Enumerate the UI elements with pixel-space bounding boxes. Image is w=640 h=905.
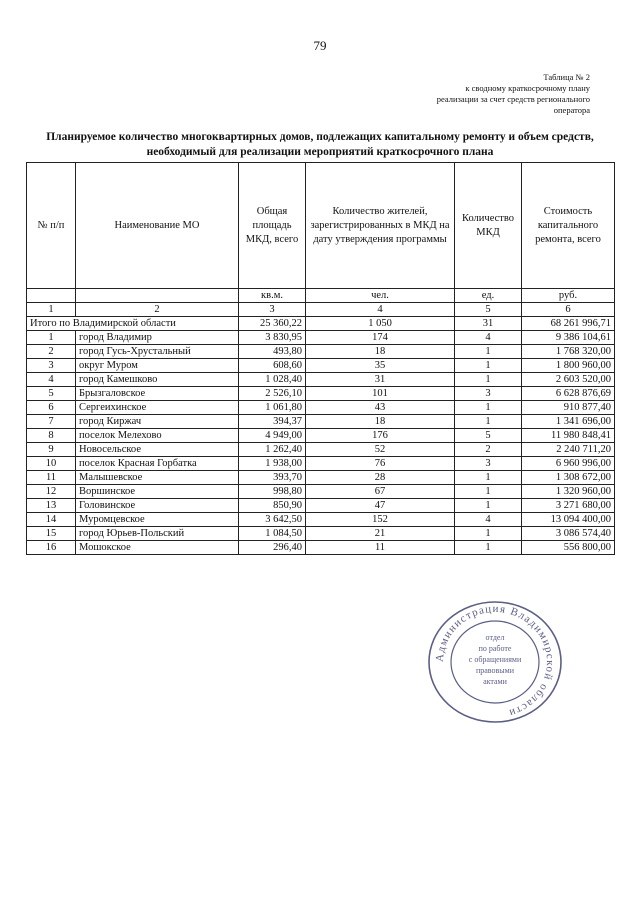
total-cost: 68 261 996,71: [522, 317, 615, 331]
total-row: [27, 317, 615, 331]
row-cost: 1 800 960,00: [522, 359, 615, 373]
row-mkd: 3: [455, 457, 522, 471]
row-mkd: 5: [455, 429, 522, 443]
row-num: 13: [27, 499, 76, 513]
row-num: 5: [27, 387, 76, 401]
stamp-center-line: по работе: [478, 644, 512, 653]
document-title-line: необходимый для реализации мероприятий краткосрочного плана: [146, 146, 494, 158]
row-name: город Владимир: [76, 331, 239, 345]
table-row: [27, 485, 615, 499]
table-reference: [330, 72, 590, 116]
row-mkd: 1: [455, 541, 522, 555]
stamp-center-line: актами: [483, 677, 507, 686]
row-name: город Киржач: [76, 415, 239, 429]
row-mkd: 1: [455, 401, 522, 415]
row-residents: 152: [306, 513, 455, 527]
row-area: 1 262,40: [239, 443, 306, 457]
table-row: [27, 443, 615, 457]
row-residents: 18: [306, 415, 455, 429]
header-cost: Стоимость капитального ремонта, всего: [522, 163, 615, 289]
row-residents: 31: [306, 373, 455, 387]
row-area: 1 028,40: [239, 373, 306, 387]
page-number: 79: [313, 38, 327, 53]
row-num: 2: [27, 345, 76, 359]
table-row: [27, 471, 615, 485]
row-residents: 43: [306, 401, 455, 415]
row-num: 14: [27, 513, 76, 527]
column-number: 3: [239, 303, 306, 317]
header-row: [27, 163, 615, 289]
row-cost: 3 271 680,00: [522, 499, 615, 513]
row-name: Муромцевское: [76, 513, 239, 527]
table-reference-line: к сводному краткосрочному плану: [465, 83, 590, 93]
row-mkd: 1: [455, 359, 522, 373]
table-row: [27, 373, 615, 387]
header-num: № п/п: [27, 163, 76, 289]
row-num: 9: [27, 443, 76, 457]
row-name: поселок Красная Горбатка: [76, 457, 239, 471]
row-cost: 6 960 996,00: [522, 457, 615, 471]
row-area: 393,70: [239, 471, 306, 485]
table-row: [27, 387, 615, 401]
row-cost: 910 877,40: [522, 401, 615, 415]
row-mkd: 1: [455, 485, 522, 499]
row-mkd: 1: [455, 471, 522, 485]
table-row: [27, 513, 615, 527]
header-mkd: Количество МКД: [455, 163, 522, 289]
row-residents: 11: [306, 541, 455, 555]
stamp-center-line: отдел: [485, 633, 505, 642]
unit-area: кв.м.: [239, 289, 306, 303]
row-cost: 9 386 104,61: [522, 331, 615, 345]
row-name: город Юрьев-Польский: [76, 527, 239, 541]
stamp-center-line: с обращениями: [468, 655, 522, 664]
total-area: 25 360,22: [239, 317, 306, 331]
row-area: 1 061,80: [239, 401, 306, 415]
row-residents: 76: [306, 457, 455, 471]
table-row: [27, 401, 615, 415]
unit-cell: [27, 289, 76, 303]
table-reference-line: реализации за счет средств регионального: [436, 94, 590, 104]
row-cost: 1 768 320,00: [522, 345, 615, 359]
table-reference-line: Таблица № 2: [543, 72, 590, 82]
table-reference-line: оператора: [553, 105, 590, 115]
header-residents: Количество жителей, зарегистрированных в МКД на дату утверждения программы: [306, 163, 455, 289]
document-title: [20, 130, 620, 160]
row-num: 11: [27, 471, 76, 485]
row-residents: 52: [306, 443, 455, 457]
table-row: [27, 527, 615, 541]
row-cost: 1 308 672,00: [522, 471, 615, 485]
stamp-ring-textpath: Администрация Владимирской области: [433, 602, 557, 720]
row-mkd: 2: [455, 443, 522, 457]
row-mkd: 1: [455, 527, 522, 541]
row-num: 10: [27, 457, 76, 471]
row-num: 6: [27, 401, 76, 415]
row-cost: 1 320 960,00: [522, 485, 615, 499]
table-row: [27, 457, 615, 471]
row-num: 15: [27, 527, 76, 541]
row-name: Сергеихинское: [76, 401, 239, 415]
column-numbers-row: [27, 303, 615, 317]
row-name: Новосельское: [76, 443, 239, 457]
row-cost: 6 628 876,69: [522, 387, 615, 401]
row-mkd: 1: [455, 499, 522, 513]
table-row: [27, 331, 615, 345]
row-num: 16: [27, 541, 76, 555]
unit-mkd: ед.: [455, 289, 522, 303]
total-residents: 1 050: [306, 317, 455, 331]
row-area: 3 642,50: [239, 513, 306, 527]
capital-repair-table: [26, 162, 615, 555]
row-area: 2 526,10: [239, 387, 306, 401]
row-residents: 176: [306, 429, 455, 443]
row-cost: 2 603 520,00: [522, 373, 615, 387]
unit-cell: [76, 289, 239, 303]
units-row: [27, 289, 615, 303]
row-cost: 1 341 696,00: [522, 415, 615, 429]
table-row: [27, 359, 615, 373]
stamp-center-line: правовыми: [475, 666, 515, 675]
row-cost: 11 980 848,41: [522, 429, 615, 443]
row-num: 8: [27, 429, 76, 443]
row-cost: 13 094 400,00: [522, 513, 615, 527]
document-title-line: Планируемое количество многоквартирных домов, подлежащих капитальному ремонту и объем средств,: [46, 131, 594, 143]
total-label: Итого по Владимирской области: [27, 317, 239, 331]
row-area: 296,40: [239, 541, 306, 555]
row-mkd: 4: [455, 513, 522, 527]
row-area: 394,37: [239, 415, 306, 429]
row-area: 850,90: [239, 499, 306, 513]
row-mkd: 1: [455, 415, 522, 429]
header-area: Общая площадь МКД, всего: [239, 163, 306, 289]
row-name: город Гусь-Хрустальный: [76, 345, 239, 359]
row-area: 1 084,50: [239, 527, 306, 541]
row-area: 4 949,00: [239, 429, 306, 443]
unit-residents: чел.: [306, 289, 455, 303]
row-area: 608,60: [239, 359, 306, 373]
row-name: поселок Мелехово: [76, 429, 239, 443]
row-area: 3 830,95: [239, 331, 306, 345]
header-name: Наименование МО: [76, 163, 239, 289]
table-row: [27, 345, 615, 359]
row-residents: 21: [306, 527, 455, 541]
row-area: 1 938,00: [239, 457, 306, 471]
table-row: [27, 499, 615, 513]
row-cost: 3 086 574,40: [522, 527, 615, 541]
row-cost: 2 240 711,20: [522, 443, 615, 457]
row-residents: 28: [306, 471, 455, 485]
row-residents: 18: [306, 345, 455, 359]
table-row: [27, 415, 615, 429]
table-row: [27, 429, 615, 443]
row-name: Головинское: [76, 499, 239, 513]
row-num: 3: [27, 359, 76, 373]
unit-cost: руб.: [522, 289, 615, 303]
row-num: 1: [27, 331, 76, 345]
column-number: 2: [76, 303, 239, 317]
row-cost: 556 800,00: [522, 541, 615, 555]
row-name: округ Муром: [76, 359, 239, 373]
row-name: город Камешково: [76, 373, 239, 387]
column-number: 1: [27, 303, 76, 317]
row-residents: 101: [306, 387, 455, 401]
column-number: 5: [455, 303, 522, 317]
row-area: 493,80: [239, 345, 306, 359]
row-mkd: 1: [455, 345, 522, 359]
row-name: Мошокское: [76, 541, 239, 555]
row-residents: 67: [306, 485, 455, 499]
total-mkd: 31: [455, 317, 522, 331]
table-row: [27, 541, 615, 555]
row-mkd: 1: [455, 373, 522, 387]
row-name: Воршинское: [76, 485, 239, 499]
column-number: 4: [306, 303, 455, 317]
row-residents: 174: [306, 331, 455, 345]
row-mkd: 4: [455, 331, 522, 345]
row-residents: 47: [306, 499, 455, 513]
official-stamp: [425, 600, 565, 725]
row-area: 998,80: [239, 485, 306, 499]
row-num: 12: [27, 485, 76, 499]
row-residents: 35: [306, 359, 455, 373]
row-name: Малышевское: [76, 471, 239, 485]
row-num: 4: [27, 373, 76, 387]
row-mkd: 3: [455, 387, 522, 401]
column-number: 6: [522, 303, 615, 317]
row-name: Брызгаловское: [76, 387, 239, 401]
row-num: 7: [27, 415, 76, 429]
